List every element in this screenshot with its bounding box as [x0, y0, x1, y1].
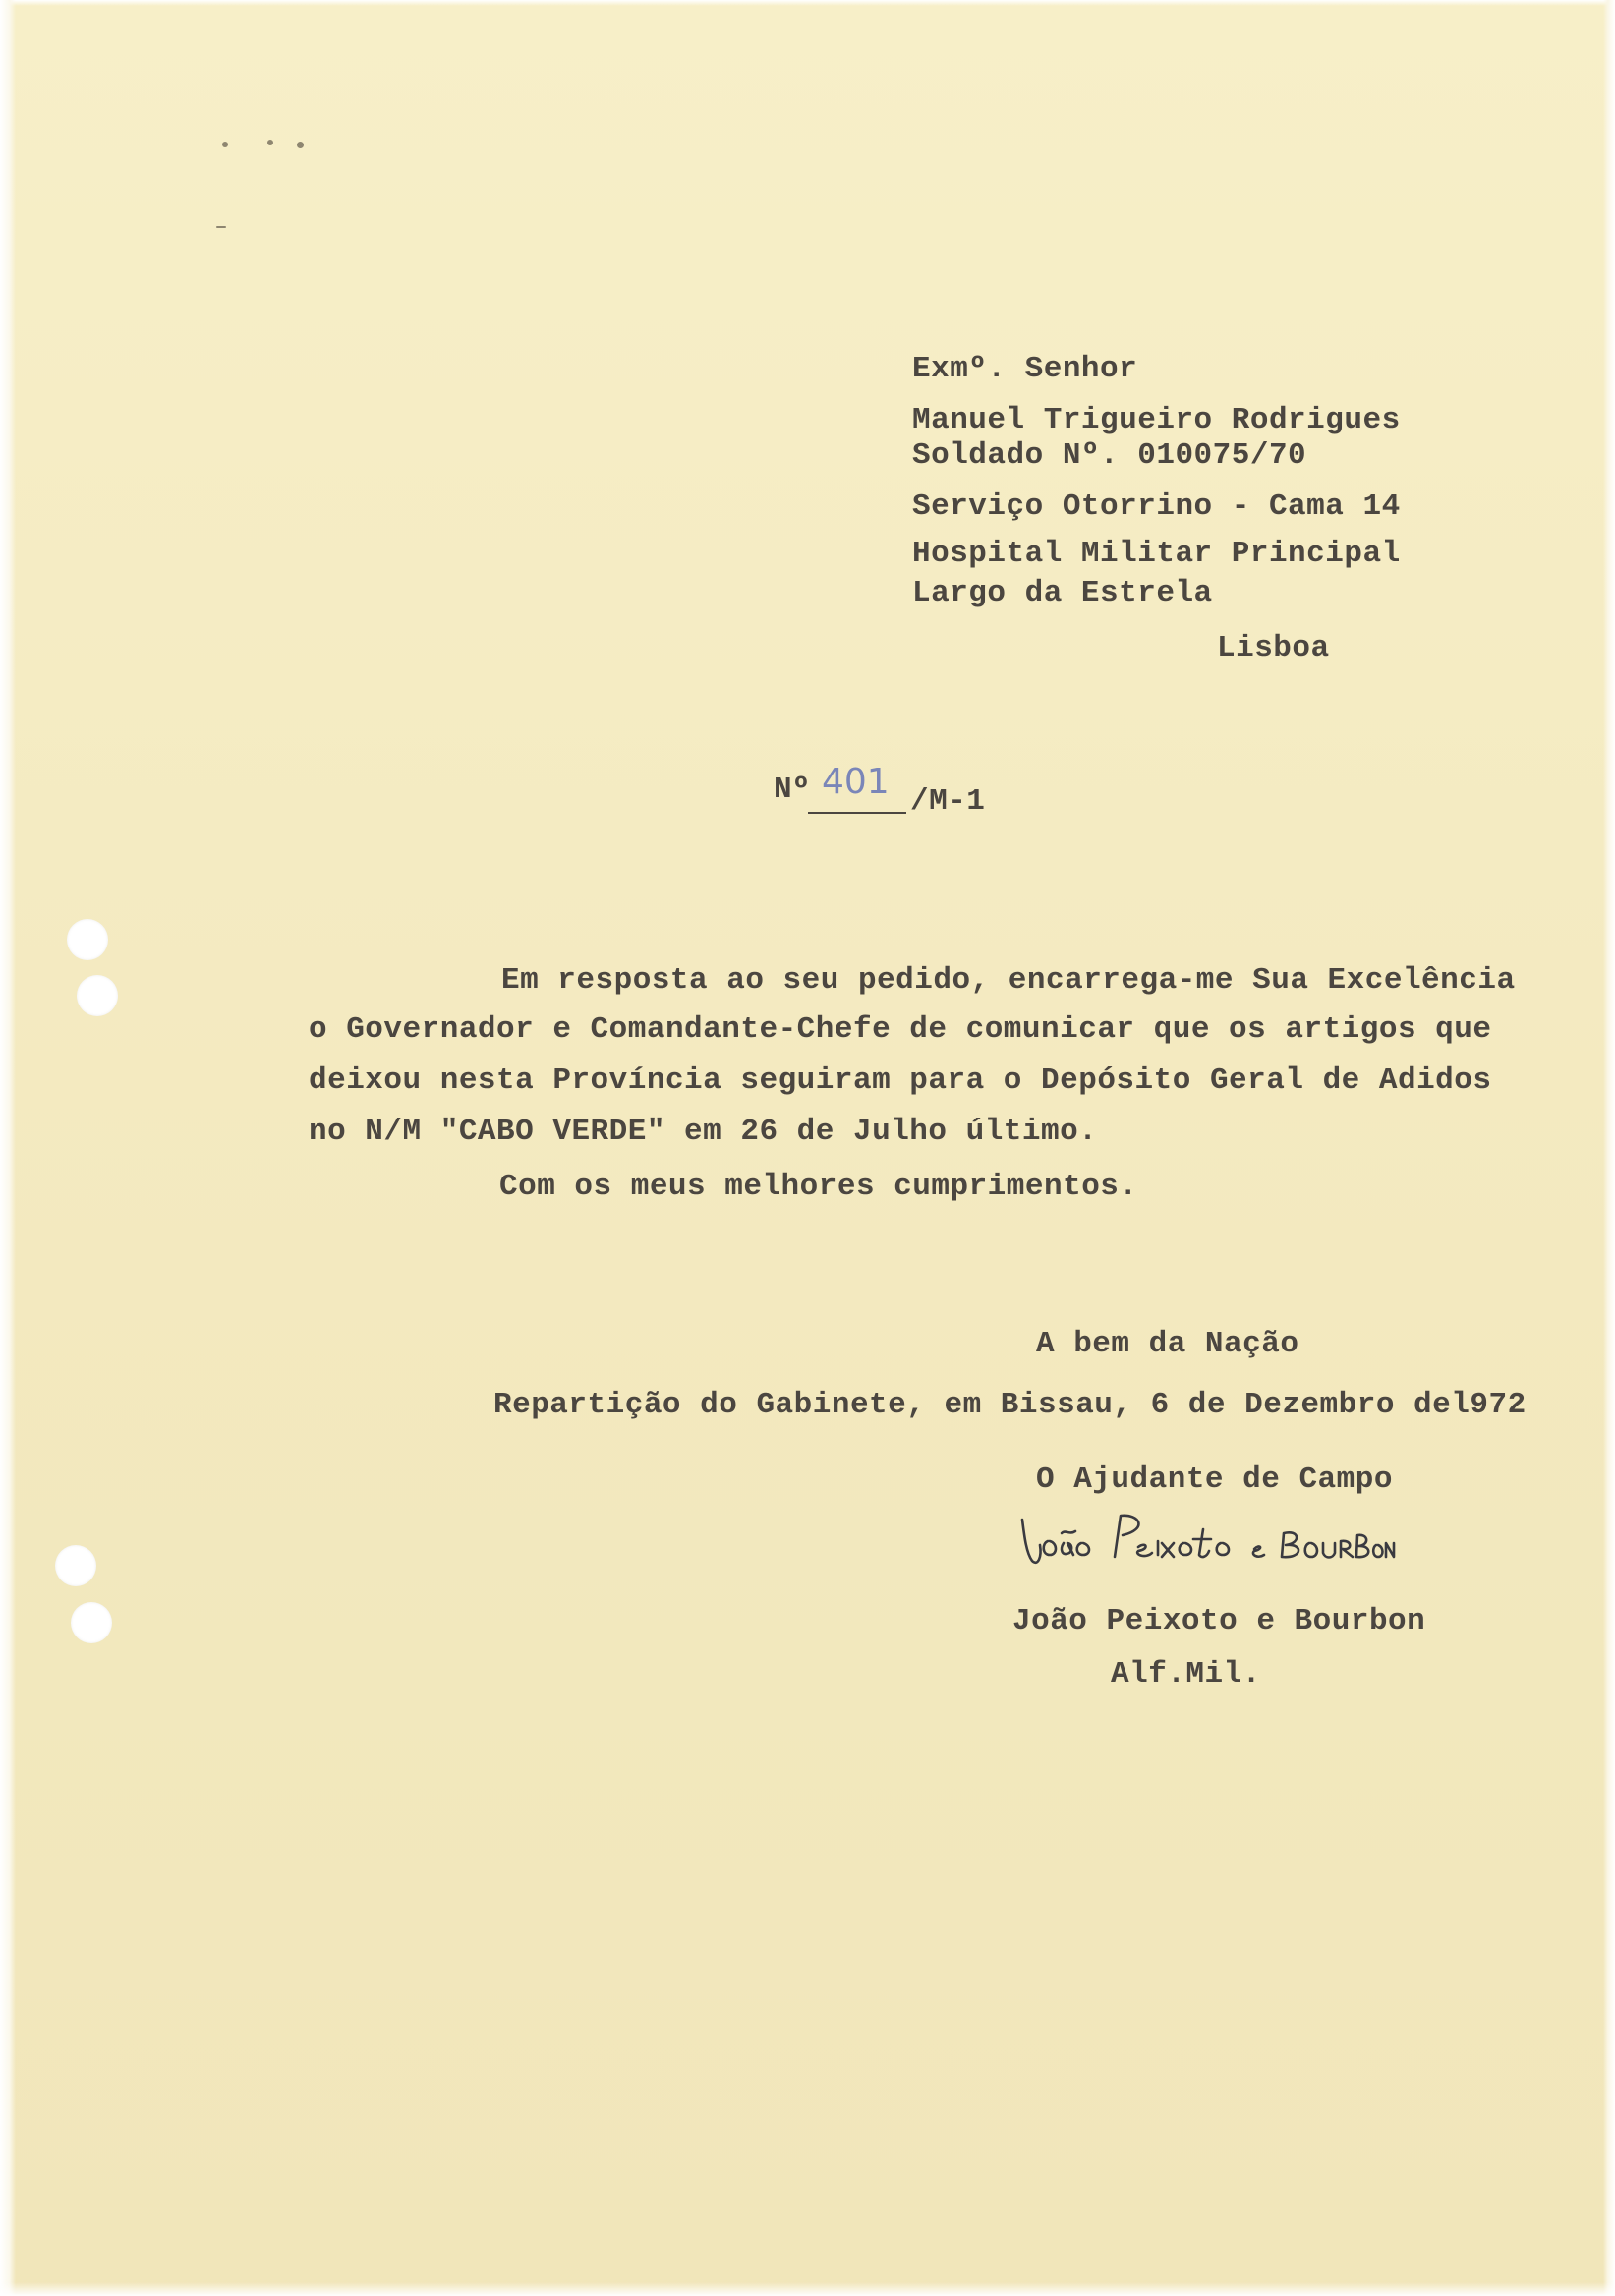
- reference-blank-line: [808, 812, 906, 814]
- reference-prefix: Nº: [774, 773, 811, 807]
- punch-hole: [67, 919, 108, 960]
- signoff-name: João Peixoto e Bourbon: [1012, 1604, 1426, 1638]
- paper-speck: [267, 140, 273, 145]
- paper-edge-bottom: [0, 2282, 1615, 2296]
- punch-hole: [71, 1602, 112, 1643]
- body-line-4: no N/M "CABO VERDE" em 26 de Julho último.: [309, 1115, 1098, 1149]
- signoff-role: O Ajudante de Campo: [1036, 1463, 1393, 1497]
- handwritten-signature: [1012, 1506, 1396, 1577]
- recipient-city: Lisboa: [1217, 631, 1330, 665]
- recipient-name: Manuel Trigueiro Rodrigues: [912, 403, 1401, 437]
- body-line-1: Em resposta ao seu pedido, encarrega-me Sua Excelência: [501, 963, 1516, 998]
- signoff-rank: Alf.Mil.: [1111, 1657, 1261, 1692]
- recipient-street: Largo da Estrela: [912, 576, 1213, 610]
- punch-hole: [55, 1545, 96, 1586]
- body-line-3: deixou nesta Província seguiram para o Depósito Geral de Adidos: [309, 1063, 1492, 1098]
- recipient-hospital: Hospital Militar Principal: [912, 537, 1401, 571]
- recipient-service: Serviço Otorrino - Cama 14: [912, 489, 1401, 524]
- punch-hole: [77, 975, 118, 1016]
- body-line-2: o Governador e Comandante-Chefe de comunicar que os artigos que: [309, 1012, 1492, 1047]
- paper-edge-top: [0, 0, 1615, 6]
- reference-number-handwritten: 401: [822, 762, 890, 802]
- recipient-salutation: Exmº. Senhor: [912, 352, 1138, 386]
- paper-edge-right: [1603, 0, 1615, 2296]
- paper-edge-left: [0, 0, 16, 2296]
- paper-speck: [222, 142, 228, 147]
- signoff-motto: A bem da Nação: [1036, 1327, 1299, 1361]
- paper-speck: [216, 226, 226, 228]
- body-closing: Com os meus melhores cumprimentos.: [499, 1170, 1138, 1204]
- signoff-place-date: Repartição do Gabinete, em Bissau, 6 de Dezembro del972: [493, 1388, 1527, 1422]
- reference-suffix: /M-1: [910, 784, 986, 819]
- recipient-rank-number: Soldado Nº. 010075/70: [912, 438, 1307, 473]
- paper-speck: [297, 142, 304, 148]
